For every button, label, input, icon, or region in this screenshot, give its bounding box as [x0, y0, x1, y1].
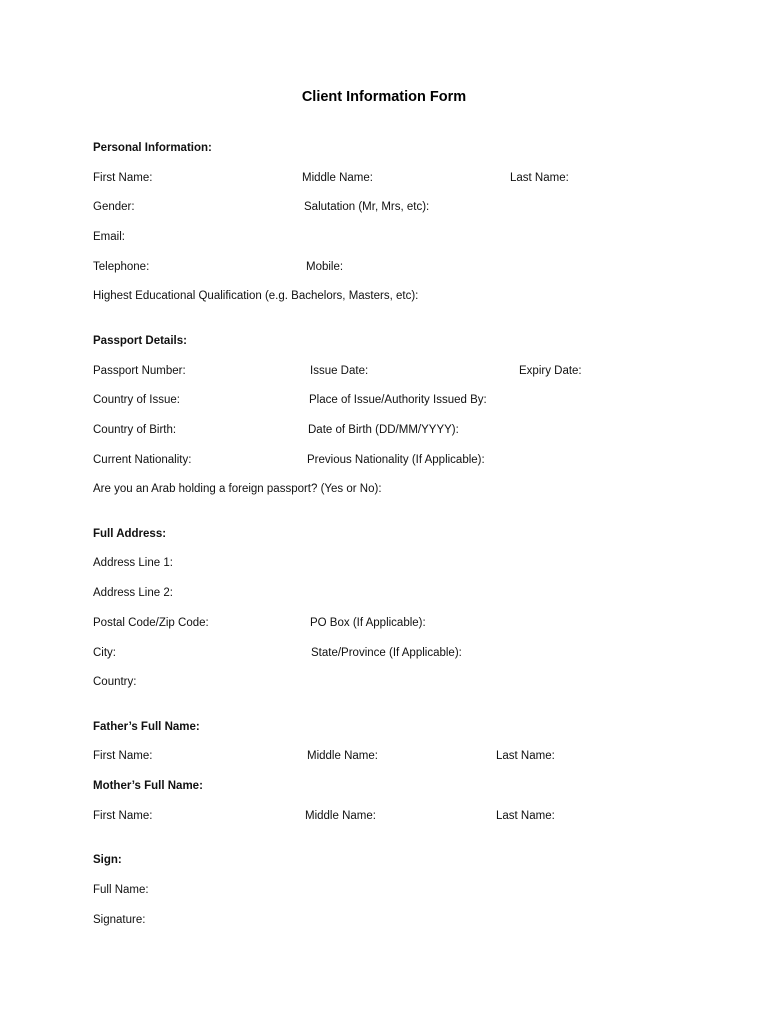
- city-label: City:: [93, 647, 116, 659]
- country-of-issue-label: Country of Issue:: [93, 394, 180, 406]
- issue-date-label: Issue Date:: [310, 365, 369, 377]
- salutation-label: Salutation (Mr, Mrs, etc):: [304, 201, 430, 213]
- address-line-2-label: Address Line 2:: [93, 587, 173, 599]
- mobile-label: Mobile:: [306, 261, 344, 273]
- fathers-full-name-heading: Father’s Full Name:: [93, 721, 200, 733]
- qualification-label: Highest Educational Qualification (e.g. Bachelors, Masters, etc):: [93, 290, 419, 302]
- email-label: Email:: [93, 231, 125, 243]
- country-of-birth-label: Country of Birth:: [93, 424, 177, 436]
- last-name-label: Last Name:: [510, 172, 569, 184]
- full-address-heading: Full Address:: [93, 528, 167, 540]
- telephone-label: Telephone:: [93, 261, 150, 273]
- mother-first-name-label: First Name:: [93, 810, 153, 822]
- father-middle-name-label: Middle Name:: [307, 750, 378, 762]
- previous-nationality-label: Previous Nationality (If Applicable):: [307, 454, 485, 466]
- mother-middle-name-label: Middle Name:: [305, 810, 376, 822]
- father-first-name-label: First Name:: [93, 750, 153, 762]
- arab-passport-question-label: Are you an Arab holding a foreign passport? (Yes or No):: [93, 483, 382, 495]
- po-box-label: PO Box (If Applicable):: [310, 617, 426, 629]
- father-last-name-label: Last Name:: [496, 750, 555, 762]
- current-nationality-label: Current Nationality:: [93, 454, 192, 466]
- country-label: Country:: [93, 676, 137, 688]
- date-of-birth-label: Date of Birth (DD/MM/YYYY):: [308, 424, 459, 436]
- mothers-full-name-heading: Mother’s Full Name:: [93, 780, 203, 792]
- place-of-issue-label: Place of Issue/Authority Issued By:: [309, 394, 487, 406]
- mother-last-name-label: Last Name:: [496, 810, 555, 822]
- state-province-label: State/Province (If Applicable):: [311, 647, 462, 659]
- postal-code-label: Postal Code/Zip Code:: [93, 617, 209, 629]
- middle-name-label: Middle Name:: [302, 172, 373, 184]
- first-name-label: First Name:: [93, 172, 153, 184]
- sign-full-name-label: Full Name:: [93, 884, 149, 896]
- passport-details-heading: Passport Details:: [93, 335, 187, 347]
- personal-information-heading: Personal Information:: [93, 142, 212, 154]
- signature-label: Signature:: [93, 914, 146, 926]
- sign-heading: Sign:: [93, 854, 122, 866]
- page-title: Client Information Form: [301, 89, 467, 105]
- address-line-1-label: Address Line 1:: [93, 557, 173, 569]
- expiry-date-label: Expiry Date:: [519, 365, 582, 377]
- passport-number-label: Passport Number:: [93, 365, 186, 377]
- gender-label: Gender:: [93, 201, 135, 213]
